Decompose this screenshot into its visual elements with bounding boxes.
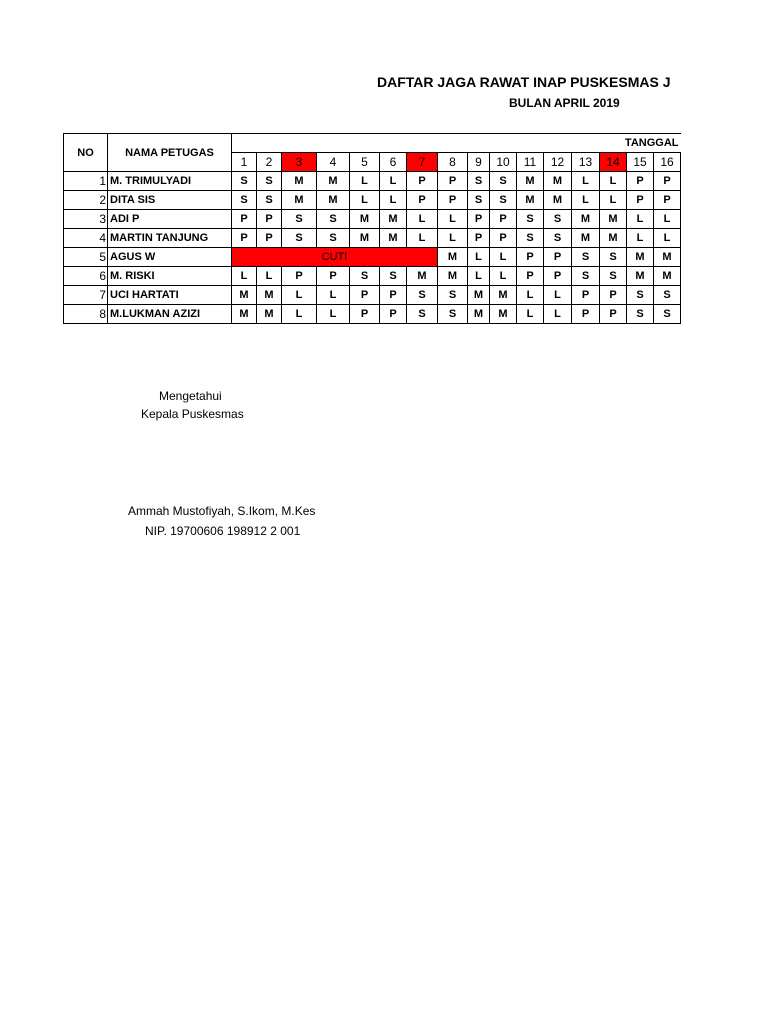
shift-cell: M — [490, 305, 517, 324]
table-row — [64, 191, 681, 210]
shift-cell: L — [380, 172, 407, 191]
shift-cell: M — [517, 172, 544, 191]
day-header-cell: 16 — [654, 153, 681, 172]
shift-cell: P — [438, 191, 468, 210]
shift-cell: P — [654, 191, 681, 210]
shift-cell: M — [257, 305, 282, 324]
signature-nip: NIP. 19700606 198912 2 001 — [145, 524, 301, 538]
shift-cell: S — [232, 172, 257, 191]
shift-cell: P — [654, 172, 681, 191]
table-row — [64, 248, 681, 267]
shift-cell: L — [350, 191, 380, 210]
shift-cell: L — [627, 229, 654, 248]
shift-cell: P — [600, 305, 627, 324]
shift-cell: M — [257, 286, 282, 305]
staff-name: UCI HARTATI — [108, 286, 232, 305]
shift-cell: S — [232, 191, 257, 210]
row-number: 6 — [64, 267, 108, 286]
shift-cell: L — [468, 248, 490, 267]
shift-cell: L — [517, 305, 544, 324]
signature-position-label: Kepala Puskesmas — [141, 407, 244, 421]
shift-cell: L — [654, 229, 681, 248]
shift-cell: S — [350, 267, 380, 286]
shift-cell: M — [627, 248, 654, 267]
shift-cell: M — [407, 267, 438, 286]
shift-cell: S — [544, 210, 572, 229]
shift-cell: S — [490, 191, 517, 210]
shift-cell: S — [572, 267, 600, 286]
shift-cell: S — [600, 267, 627, 286]
day-header-cell: 11 — [517, 153, 544, 172]
shift-cell: S — [438, 305, 468, 324]
day-header-cell: 1 — [232, 153, 257, 172]
shift-cell: L — [317, 305, 350, 324]
day-header-cell: 14 — [600, 153, 627, 172]
shift-cell: M — [232, 286, 257, 305]
shift-cell: S — [572, 248, 600, 267]
shift-cell: P — [232, 229, 257, 248]
shift-cell: S — [517, 210, 544, 229]
shift-cell: M — [282, 191, 317, 210]
shift-cell: P — [627, 172, 654, 191]
staff-name: MARTIN TANJUNG — [108, 229, 232, 248]
shift-cell: L — [544, 286, 572, 305]
shift-cell: S — [257, 191, 282, 210]
table-row — [64, 286, 681, 305]
shift-cell: M — [380, 210, 407, 229]
column-header-tanggal: TANGGAL — [232, 134, 681, 153]
shift-cell: S — [627, 305, 654, 324]
table-row — [64, 210, 681, 229]
shift-cell: M — [600, 210, 627, 229]
shift-cell: M — [654, 267, 681, 286]
header-row — [64, 134, 681, 153]
row-number: 8 — [64, 305, 108, 324]
shift-cell: S — [627, 286, 654, 305]
shift-cell: S — [282, 210, 317, 229]
shift-cell: P — [572, 286, 600, 305]
shift-cell: L — [627, 210, 654, 229]
shift-cell: S — [600, 248, 627, 267]
shift-cell: M — [490, 286, 517, 305]
shift-cell: M — [572, 229, 600, 248]
page-subtitle: BULAN APRIL 2019 — [509, 96, 620, 110]
shift-cell: M — [600, 229, 627, 248]
day-header-cell: 12 — [544, 153, 572, 172]
column-header-nama: NAMA PETUGAS — [108, 134, 232, 172]
shift-cell: M — [317, 172, 350, 191]
staff-name: M. RISKI — [108, 267, 232, 286]
shift-cell: M — [468, 286, 490, 305]
shift-cell: M — [517, 191, 544, 210]
day-header-cell: 8 — [438, 153, 468, 172]
shift-cell: P — [490, 210, 517, 229]
shift-cell: L — [544, 305, 572, 324]
shift-cell: S — [407, 305, 438, 324]
shift-cell: L — [490, 248, 517, 267]
row-number: 2 — [64, 191, 108, 210]
shift-cell: P — [407, 191, 438, 210]
page-title: DAFTAR JAGA RAWAT INAP PUSKESMAS J — [377, 74, 671, 90]
shift-cell: S — [407, 286, 438, 305]
shift-cell: L — [572, 172, 600, 191]
shift-cell: L — [317, 286, 350, 305]
shift-cell: S — [544, 229, 572, 248]
shift-cell: M — [438, 267, 468, 286]
duty-roster-table — [63, 133, 681, 324]
shift-cell: P — [438, 172, 468, 191]
day-header-cell: 3 — [282, 153, 317, 172]
shift-cell: S — [490, 172, 517, 191]
shift-cell: P — [627, 191, 654, 210]
shift-cell: M — [232, 305, 257, 324]
day-header-cell: 7 — [407, 153, 438, 172]
staff-name: M. TRIMULYADI — [108, 172, 232, 191]
day-header-cell: 10 — [490, 153, 517, 172]
signature-acknowledged-label: Mengetahui — [159, 389, 222, 403]
shift-cell: P — [407, 172, 438, 191]
shift-cell: M — [572, 210, 600, 229]
shift-cell: S — [468, 191, 490, 210]
shift-cell: P — [572, 305, 600, 324]
shift-cell: P — [490, 229, 517, 248]
shift-cell: S — [654, 305, 681, 324]
leave-cell: CUTI — [232, 248, 438, 267]
column-header-no: NO — [64, 134, 108, 172]
shift-cell: L — [282, 305, 317, 324]
shift-cell: L — [572, 191, 600, 210]
day-header-cell: 15 — [627, 153, 654, 172]
table-row — [64, 172, 681, 191]
shift-cell: P — [380, 305, 407, 324]
shift-cell: L — [380, 191, 407, 210]
staff-name: M.LUKMAN AZIZI — [108, 305, 232, 324]
table-row — [64, 229, 681, 248]
day-header-cell: 4 — [317, 153, 350, 172]
day-header-cell: 6 — [380, 153, 407, 172]
table-row — [64, 267, 681, 286]
shift-cell: S — [438, 286, 468, 305]
shift-cell: M — [468, 305, 490, 324]
row-number: 1 — [64, 172, 108, 191]
shift-cell: L — [468, 267, 490, 286]
shift-cell: P — [468, 210, 490, 229]
shift-cell: S — [317, 210, 350, 229]
shift-cell: L — [600, 172, 627, 191]
shift-cell: L — [517, 286, 544, 305]
shift-cell: L — [654, 210, 681, 229]
shift-cell: L — [407, 210, 438, 229]
shift-cell: S — [282, 229, 317, 248]
staff-name: AGUS W — [108, 248, 232, 267]
shift-cell: S — [468, 172, 490, 191]
shift-cell: S — [257, 172, 282, 191]
shift-cell: M — [282, 172, 317, 191]
shift-cell: L — [600, 191, 627, 210]
shift-cell: P — [468, 229, 490, 248]
shift-cell: P — [517, 248, 544, 267]
row-number: 4 — [64, 229, 108, 248]
row-number: 3 — [64, 210, 108, 229]
shift-cell: S — [317, 229, 350, 248]
shift-cell: L — [438, 229, 468, 248]
signature-name: Ammah Mustofiyah, S.Ikom, M.Kes — [128, 504, 316, 518]
staff-name: DITA SIS — [108, 191, 232, 210]
shift-cell: L — [350, 172, 380, 191]
shift-cell: P — [257, 210, 282, 229]
shift-cell: L — [257, 267, 282, 286]
day-header-cell: 2 — [257, 153, 282, 172]
shift-cell: M — [317, 191, 350, 210]
shift-cell: P — [544, 267, 572, 286]
shift-cell: P — [350, 305, 380, 324]
shift-cell: M — [544, 172, 572, 191]
shift-cell: L — [282, 286, 317, 305]
shift-cell: P — [544, 248, 572, 267]
table-row — [64, 305, 681, 324]
day-header-cell: 13 — [572, 153, 600, 172]
day-header-cell: 5 — [350, 153, 380, 172]
shift-cell: L — [490, 267, 517, 286]
shift-cell: S — [380, 267, 407, 286]
shift-cell: P — [600, 286, 627, 305]
shift-cell: S — [654, 286, 681, 305]
shift-cell: P — [350, 286, 380, 305]
shift-cell: S — [517, 229, 544, 248]
staff-name: ADI P — [108, 210, 232, 229]
shift-cell: P — [380, 286, 407, 305]
shift-cell: P — [317, 267, 350, 286]
shift-cell: M — [654, 248, 681, 267]
shift-cell: M — [627, 267, 654, 286]
shift-cell: M — [438, 248, 468, 267]
shift-cell: M — [544, 191, 572, 210]
shift-cell: M — [380, 229, 407, 248]
day-header-cell: 9 — [468, 153, 490, 172]
shift-cell: P — [232, 210, 257, 229]
shift-cell: L — [232, 267, 257, 286]
shift-cell: M — [350, 229, 380, 248]
shift-cell: P — [517, 267, 544, 286]
shift-cell: L — [438, 210, 468, 229]
shift-cell: P — [282, 267, 317, 286]
shift-cell: L — [407, 229, 438, 248]
shift-cell: P — [257, 229, 282, 248]
shift-cell: M — [350, 210, 380, 229]
row-number: 7 — [64, 286, 108, 305]
row-number: 5 — [64, 248, 108, 267]
